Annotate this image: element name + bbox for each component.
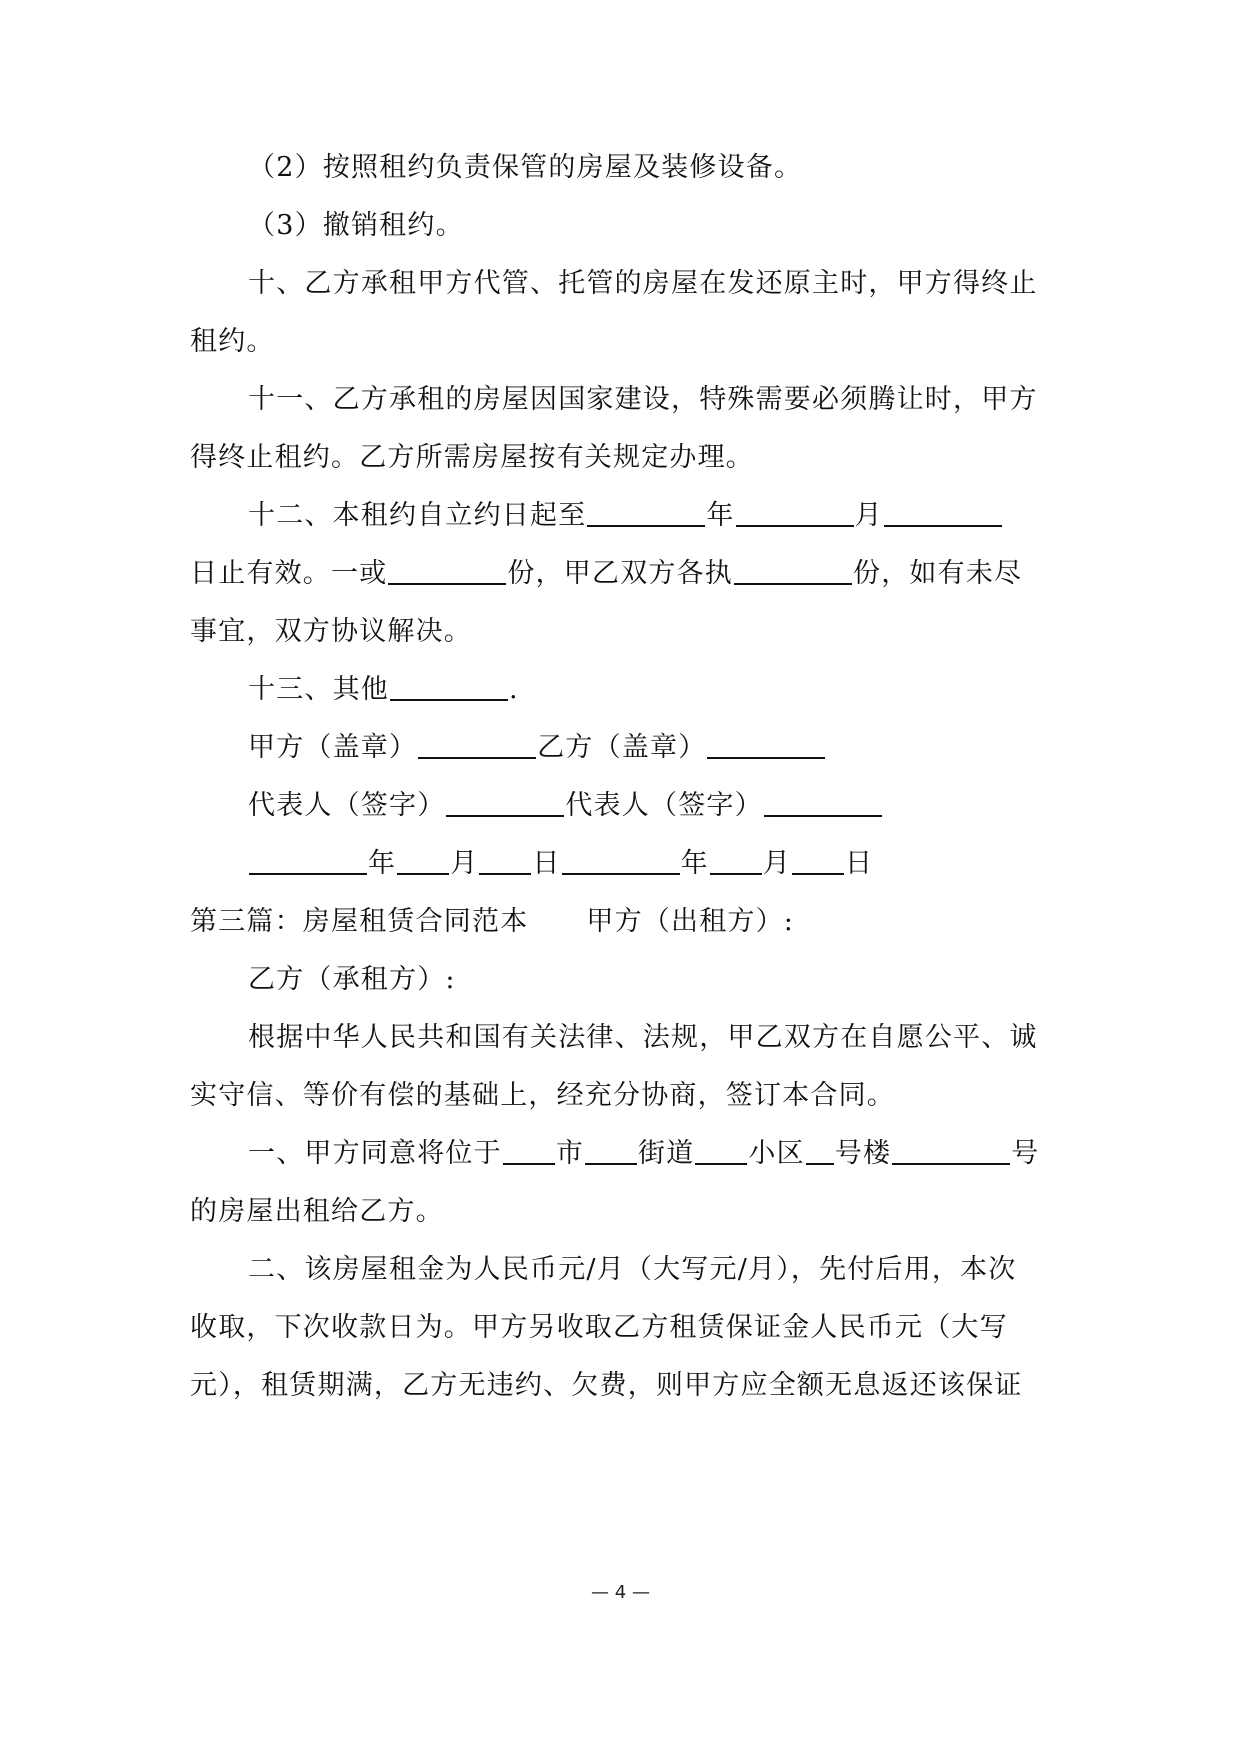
fill-blank [503,1138,555,1165]
text: 乙方（承租方）: [248,964,456,995]
paragraph-line [190,1064,895,1128]
text: 日 [532,848,561,879]
fill-blank [736,500,854,527]
text: 小区 [748,1138,805,1169]
signature-line [248,774,883,838]
fill-blank [792,848,844,875]
text: 十三、其他 [248,674,389,705]
text: 街道 [638,1138,695,1169]
text: 份，甲乙双方各执 [507,558,734,589]
paragraph-line [248,1006,1038,1070]
paragraph-line [248,1122,1039,1186]
text: （3）撤销租约。 [248,210,464,241]
paragraph-line [190,310,275,374]
paragraph-line [190,1354,1023,1418]
fill-blank [734,558,852,585]
paragraph-line [190,1296,1008,1360]
fill-blank [388,558,506,585]
paragraph-line [248,948,456,1012]
text: 日止有效。一或 [190,558,388,589]
paragraph-line [190,1180,444,1244]
text: 份，如有未尽 [853,558,1023,589]
text: 甲方（出租方）: [586,906,795,937]
paragraph-line [248,136,802,200]
fill-blank [884,500,1002,527]
text: 乙方（盖章） [537,732,707,763]
fill-blank [446,790,564,817]
text: 租约。 [190,326,275,357]
fill-blank [479,848,531,875]
fill-blank [806,1138,834,1165]
text: 第三篇：房屋租赁合同范本 [190,906,529,937]
paragraph-line [190,426,754,490]
fill-blank [892,1138,1010,1165]
text: 事宜，双方协议解决。 [190,616,472,647]
text: 月 [450,848,479,879]
text: 月 [762,848,792,879]
paragraph-line [190,542,1022,606]
text: 十、乙方承租甲方代管、托管的房屋在发还原主时，甲方得终止 [248,268,1038,299]
page-number: — 4 — [591,1582,650,1603]
fill-blank [418,732,536,759]
fill-blank [710,848,762,875]
signature-line [248,716,826,780]
paragraph-line [248,1238,1017,1302]
text: （2）按照租约负责保管的房屋及装修设备。 [248,152,803,183]
text: 市 [555,1138,585,1169]
fill-blank [585,1138,637,1165]
text: . [509,674,519,705]
text: 得终止租约。乙方所需房屋按有关规定办理。 [190,442,754,473]
fill-blank [587,500,705,527]
date-line [248,832,873,896]
text: 日 [845,848,874,879]
text: 号 [1011,1138,1040,1169]
text: 号楼 [834,1138,892,1169]
text: 根据中华人民共和国有关法律、法规，甲乙双方在自愿公平、诚 [248,1022,1038,1053]
text: 元），租赁期满，乙方无违约、欠费，则甲方应全额无息返还该保证 [190,1370,1023,1401]
fill-blank [707,732,825,759]
text: 年 [706,500,735,531]
text: 甲方（盖章） [248,732,418,763]
text: 一、甲方同意将位于 [248,1138,502,1169]
fill-blank [390,674,508,701]
text: 实守信、等价有偿的基础上，经充分协商，签订本合同。 [190,1080,895,1111]
paragraph-line [248,484,1003,548]
text: 二、该房屋租金为人民币元/月（大写元/月），先付后用，本次 [248,1254,1017,1285]
text: 十二、本租约自立约日起至 [248,500,587,531]
text: 代表人（签字） [248,790,446,821]
paragraph-line [248,194,464,258]
text: 十一、乙方承租的房屋因国家建设，特殊需要必须腾让时，甲方 [248,384,1038,415]
fill-blank [695,1138,747,1165]
text: 年 [680,848,709,879]
text: 代表人（签字） [565,790,763,821]
text: 月 [854,500,883,531]
text: 年 [368,848,397,879]
fill-blank [562,848,680,875]
section-heading [190,890,794,954]
paragraph-line [248,658,519,722]
fill-blank [764,790,882,817]
fill-blank [249,848,367,875]
text: 收取，下次收款日为。甲方另收取乙方租赁保证金人民币元（大写 [190,1312,1008,1343]
text: 的房屋出租给乙方。 [190,1196,444,1227]
paragraph-line [248,252,1038,316]
paragraph-line [190,600,472,664]
fill-blank [397,848,449,875]
paragraph-line [248,368,1038,432]
